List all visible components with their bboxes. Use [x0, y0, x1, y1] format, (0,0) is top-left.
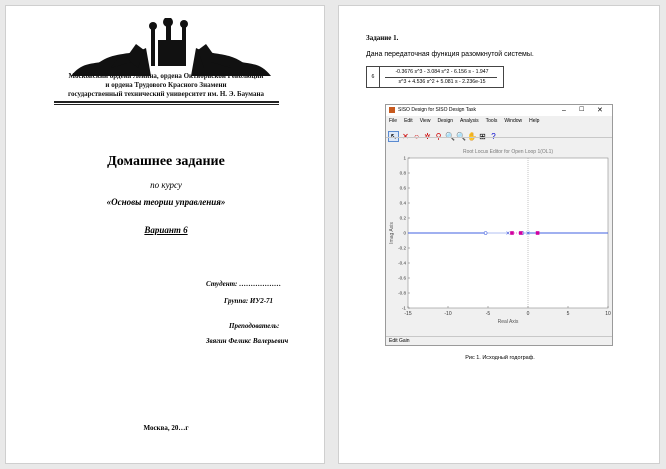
menu-help[interactable]: Help — [529, 118, 540, 124]
x-tick-label: -15 — [404, 311, 412, 317]
open-loop-zero — [484, 232, 487, 235]
numerator-cell: -0.3676 s^3 - 3.084 s^2 - 6.156 s - 1.947 — [395, 69, 489, 75]
y-tick-label: 0.8 — [399, 170, 406, 176]
menu-tools[interactable]: Tools — [485, 118, 498, 124]
footer-city-year: Москва, 20…г — [143, 424, 189, 432]
menu-file[interactable]: File — [389, 118, 398, 124]
task-title: Задание 1. — [366, 34, 399, 42]
y-tick-label: -0.2 — [398, 245, 406, 251]
y-axis-label: Imag Axis — [389, 222, 395, 244]
title-page — [5, 5, 325, 464]
x-tick-label: 0 — [526, 311, 530, 317]
header-rule-thin — [54, 104, 279, 105]
minimize-button[interactable]: – — [562, 107, 566, 114]
y-tick-label: -0.4 — [398, 260, 406, 266]
menu-design[interactable]: Design — [437, 118, 454, 124]
matlab-app-icon — [389, 107, 395, 113]
header-rule-thick — [54, 101, 279, 103]
x-axis-label: Real Axis — [497, 319, 519, 325]
y-tick-label: -1 — [401, 305, 406, 311]
y-tick-label: 0 — [403, 230, 406, 236]
window-titlebar — [386, 105, 613, 116]
task-page — [338, 5, 660, 464]
root-locus-plot[interactable] — [386, 138, 613, 336]
variant-cell: 6 — [367, 67, 380, 87]
status-text: Edit Gain — [389, 338, 410, 344]
status-bar — [386, 336, 613, 346]
window-title: SISO Design for SISO Design Task — [398, 107, 476, 113]
x-tick-label: 5 — [566, 311, 570, 317]
university-line-1: Московский ордена Ленина, ордена Октябрьской Революции — [68, 72, 264, 80]
teacher-name: Звягин Феликс Валерьевич — [206, 337, 289, 345]
document-title: Домашнее задание — [107, 154, 225, 169]
y-tick-label: 1 — [403, 155, 406, 161]
menu-edit[interactable]: Edit — [404, 118, 413, 124]
university-emblem — [66, 18, 276, 76]
denominator-cell: s^3 + 4.536 s^2 + 5.081 s - 2.236e-15 — [398, 79, 486, 85]
student-field: Студент: ……………… — [206, 280, 282, 288]
transfer-function-table — [366, 66, 504, 88]
fraction-bar — [385, 77, 497, 78]
y-tick-label: -0.6 — [398, 275, 406, 281]
maximize-button[interactable]: ☐ — [579, 107, 585, 113]
task-text: Дана передаточная функция разомкнутой системы. — [366, 51, 534, 58]
menu-view[interactable]: View — [419, 118, 431, 124]
menu-analysis[interactable]: Analysis — [460, 118, 479, 124]
university-line-3: государственный технический университет им. Н. Э. Баумана — [68, 90, 264, 98]
closed-loop-pole — [519, 231, 523, 235]
menu-bar — [389, 117, 546, 125]
y-tick-label: -0.8 — [398, 290, 406, 296]
plot-title: Root Locus Editor for Open Loop 1(OL1) — [462, 149, 554, 155]
variant-label: Вариант 6 — [144, 225, 188, 235]
figure-caption: Рис 1. Исходный годограф. — [465, 355, 535, 361]
menu-window[interactable]: Window — [504, 118, 523, 124]
closed-loop-pole — [510, 231, 514, 235]
close-window-button[interactable]: ✕ — [597, 107, 603, 114]
teacher-label: Преподователь: — [229, 322, 280, 330]
y-tick-label: 0.6 — [399, 185, 406, 191]
x-tick-label: -10 — [444, 311, 452, 317]
siso-design-window — [385, 104, 613, 346]
university-line-2: и ордена Трудового Красного Знамени — [105, 81, 227, 89]
x-tick-label: -5 — [485, 311, 491, 317]
course-prefix: по курсу — [150, 180, 182, 190]
group-field: Группа: ИУ2-71 — [224, 297, 274, 305]
y-tick-label: 0.4 — [399, 200, 406, 206]
y-tick-label: 0.2 — [399, 215, 406, 221]
x-tick-label: 10 — [605, 311, 611, 317]
closed-loop-pole — [536, 231, 540, 235]
course-name: «Основы теории управления» — [106, 197, 226, 207]
